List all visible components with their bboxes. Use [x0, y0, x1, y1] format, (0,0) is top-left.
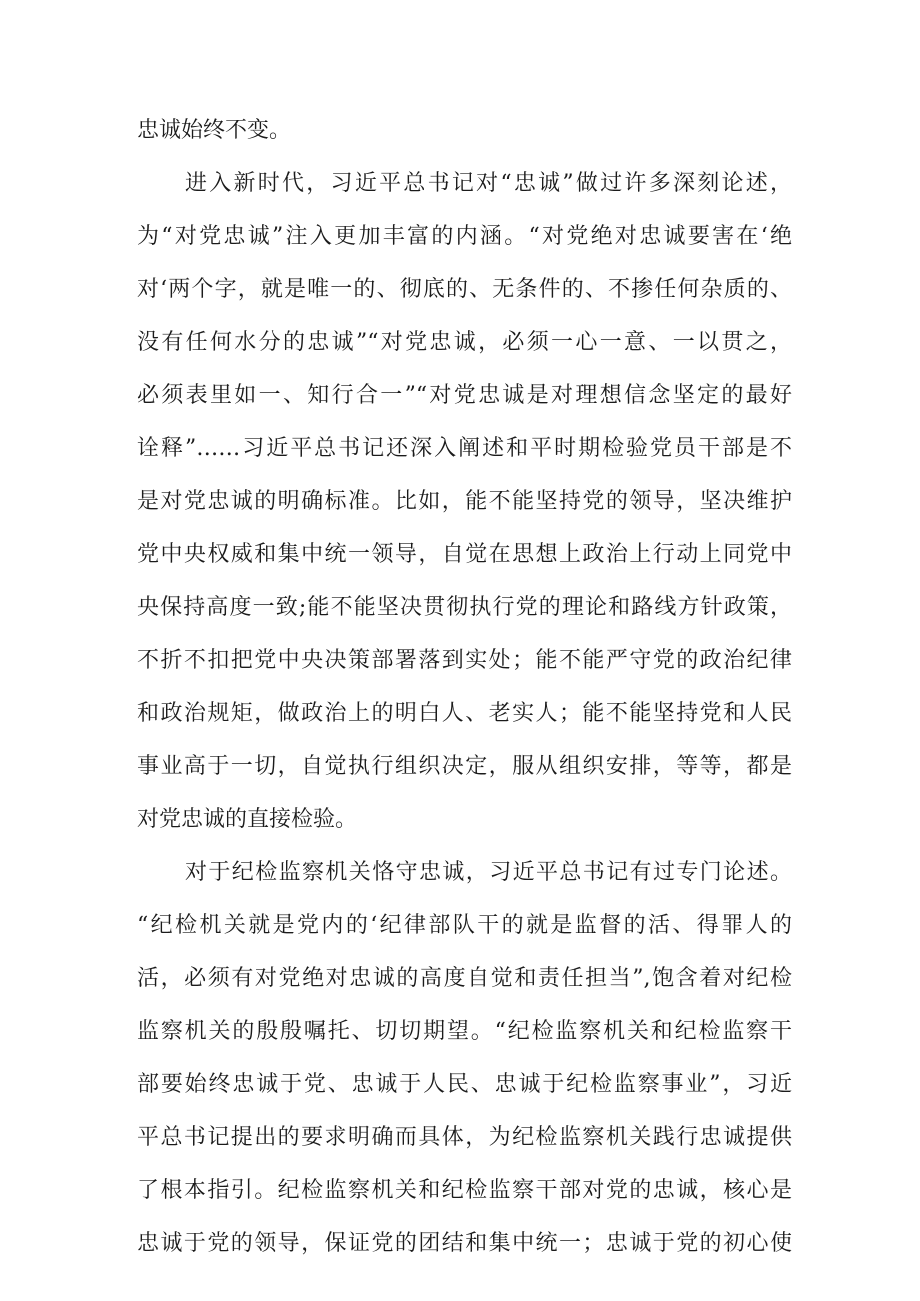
text-line: 和政治规矩，做政治上的明白人、老实人；能不能坚持党和人民 — [137, 701, 792, 726]
text-line: 对‘两个字，就是唯一的、彻底的、无条件的、不掺任何杂质的、 — [137, 277, 792, 302]
paragraph-1 — [137, 104, 792, 157]
text-line: 活，必须有对党绝对忠诚的高度自觉和责任担当”,饱含着对纪检 — [137, 966, 792, 991]
text-line: 进入新时代，习近平总书记对“忠诚”做过许多深刻论述， — [185, 171, 792, 196]
paragraph-2 — [137, 157, 792, 846]
text-line: 央保持高度一致;能不能坚决贯彻执行党的理论和路线方针政策， — [137, 595, 792, 620]
text-line: 必须表里如一、知行合一”“对党忠诚是对理想信念坚定的最好 — [137, 383, 792, 408]
paragraph-3 — [137, 846, 792, 1270]
text-line: 监察机关的殷殷嘱托、切切期望。“纪检监察机关和纪检监察干 — [137, 1019, 792, 1044]
text-line: 了根本指引。纪检监察机关和纪检监察干部对党的忠诚，核心是 — [137, 1178, 792, 1203]
text-line: 诠释”……习近平总书记还深入阐述和平时期检验党员干部是不 — [137, 436, 792, 461]
text-line: 为“对党忠诚”注入更加丰富的内涵。“对党绝对忠诚要害在‘绝 — [137, 224, 792, 249]
text-line: “纪检机关就是党内的‘纪律部队干的就是监督的活、得罪人的 — [137, 913, 792, 938]
text-line: 忠诚始终不变。 — [137, 118, 292, 143]
text-line: 对党忠诚的直接检验。 — [137, 807, 358, 832]
text-line: 是对党忠诚的明确标准。比如，能不能坚持党的领导，坚决维护 — [137, 489, 792, 514]
text-line: 没有任何水分的忠诚”“对党忠诚，必须一心一意、一以贯之， — [137, 330, 792, 355]
document-body — [137, 104, 792, 1270]
text-line: 对于纪检监察机关恪守忠诚，习近平总书记有过专门论述。 — [185, 860, 792, 885]
text-line: 不折不扣把党中央决策部署落到实处；能不能严守党的政治纪律 — [137, 648, 792, 673]
text-line: 事业高于一切，自觉执行组织决定，服从组织安排，等等，都是 — [137, 754, 792, 779]
text-line: 党中央权威和集中统一领导，自觉在思想上政治上行动上同党中 — [137, 542, 792, 567]
text-line: 平总书记提出的要求明确而具体，为纪检监察机关践行忠诚提供 — [137, 1125, 792, 1150]
text-line: 部要始终忠诚于党、忠诚于人民、忠诚于纪检监察事业”，习近 — [137, 1072, 792, 1097]
text-line: 忠诚于党的领导，保证党的团结和集中统一；忠诚于党的初心使 — [137, 1231, 792, 1256]
